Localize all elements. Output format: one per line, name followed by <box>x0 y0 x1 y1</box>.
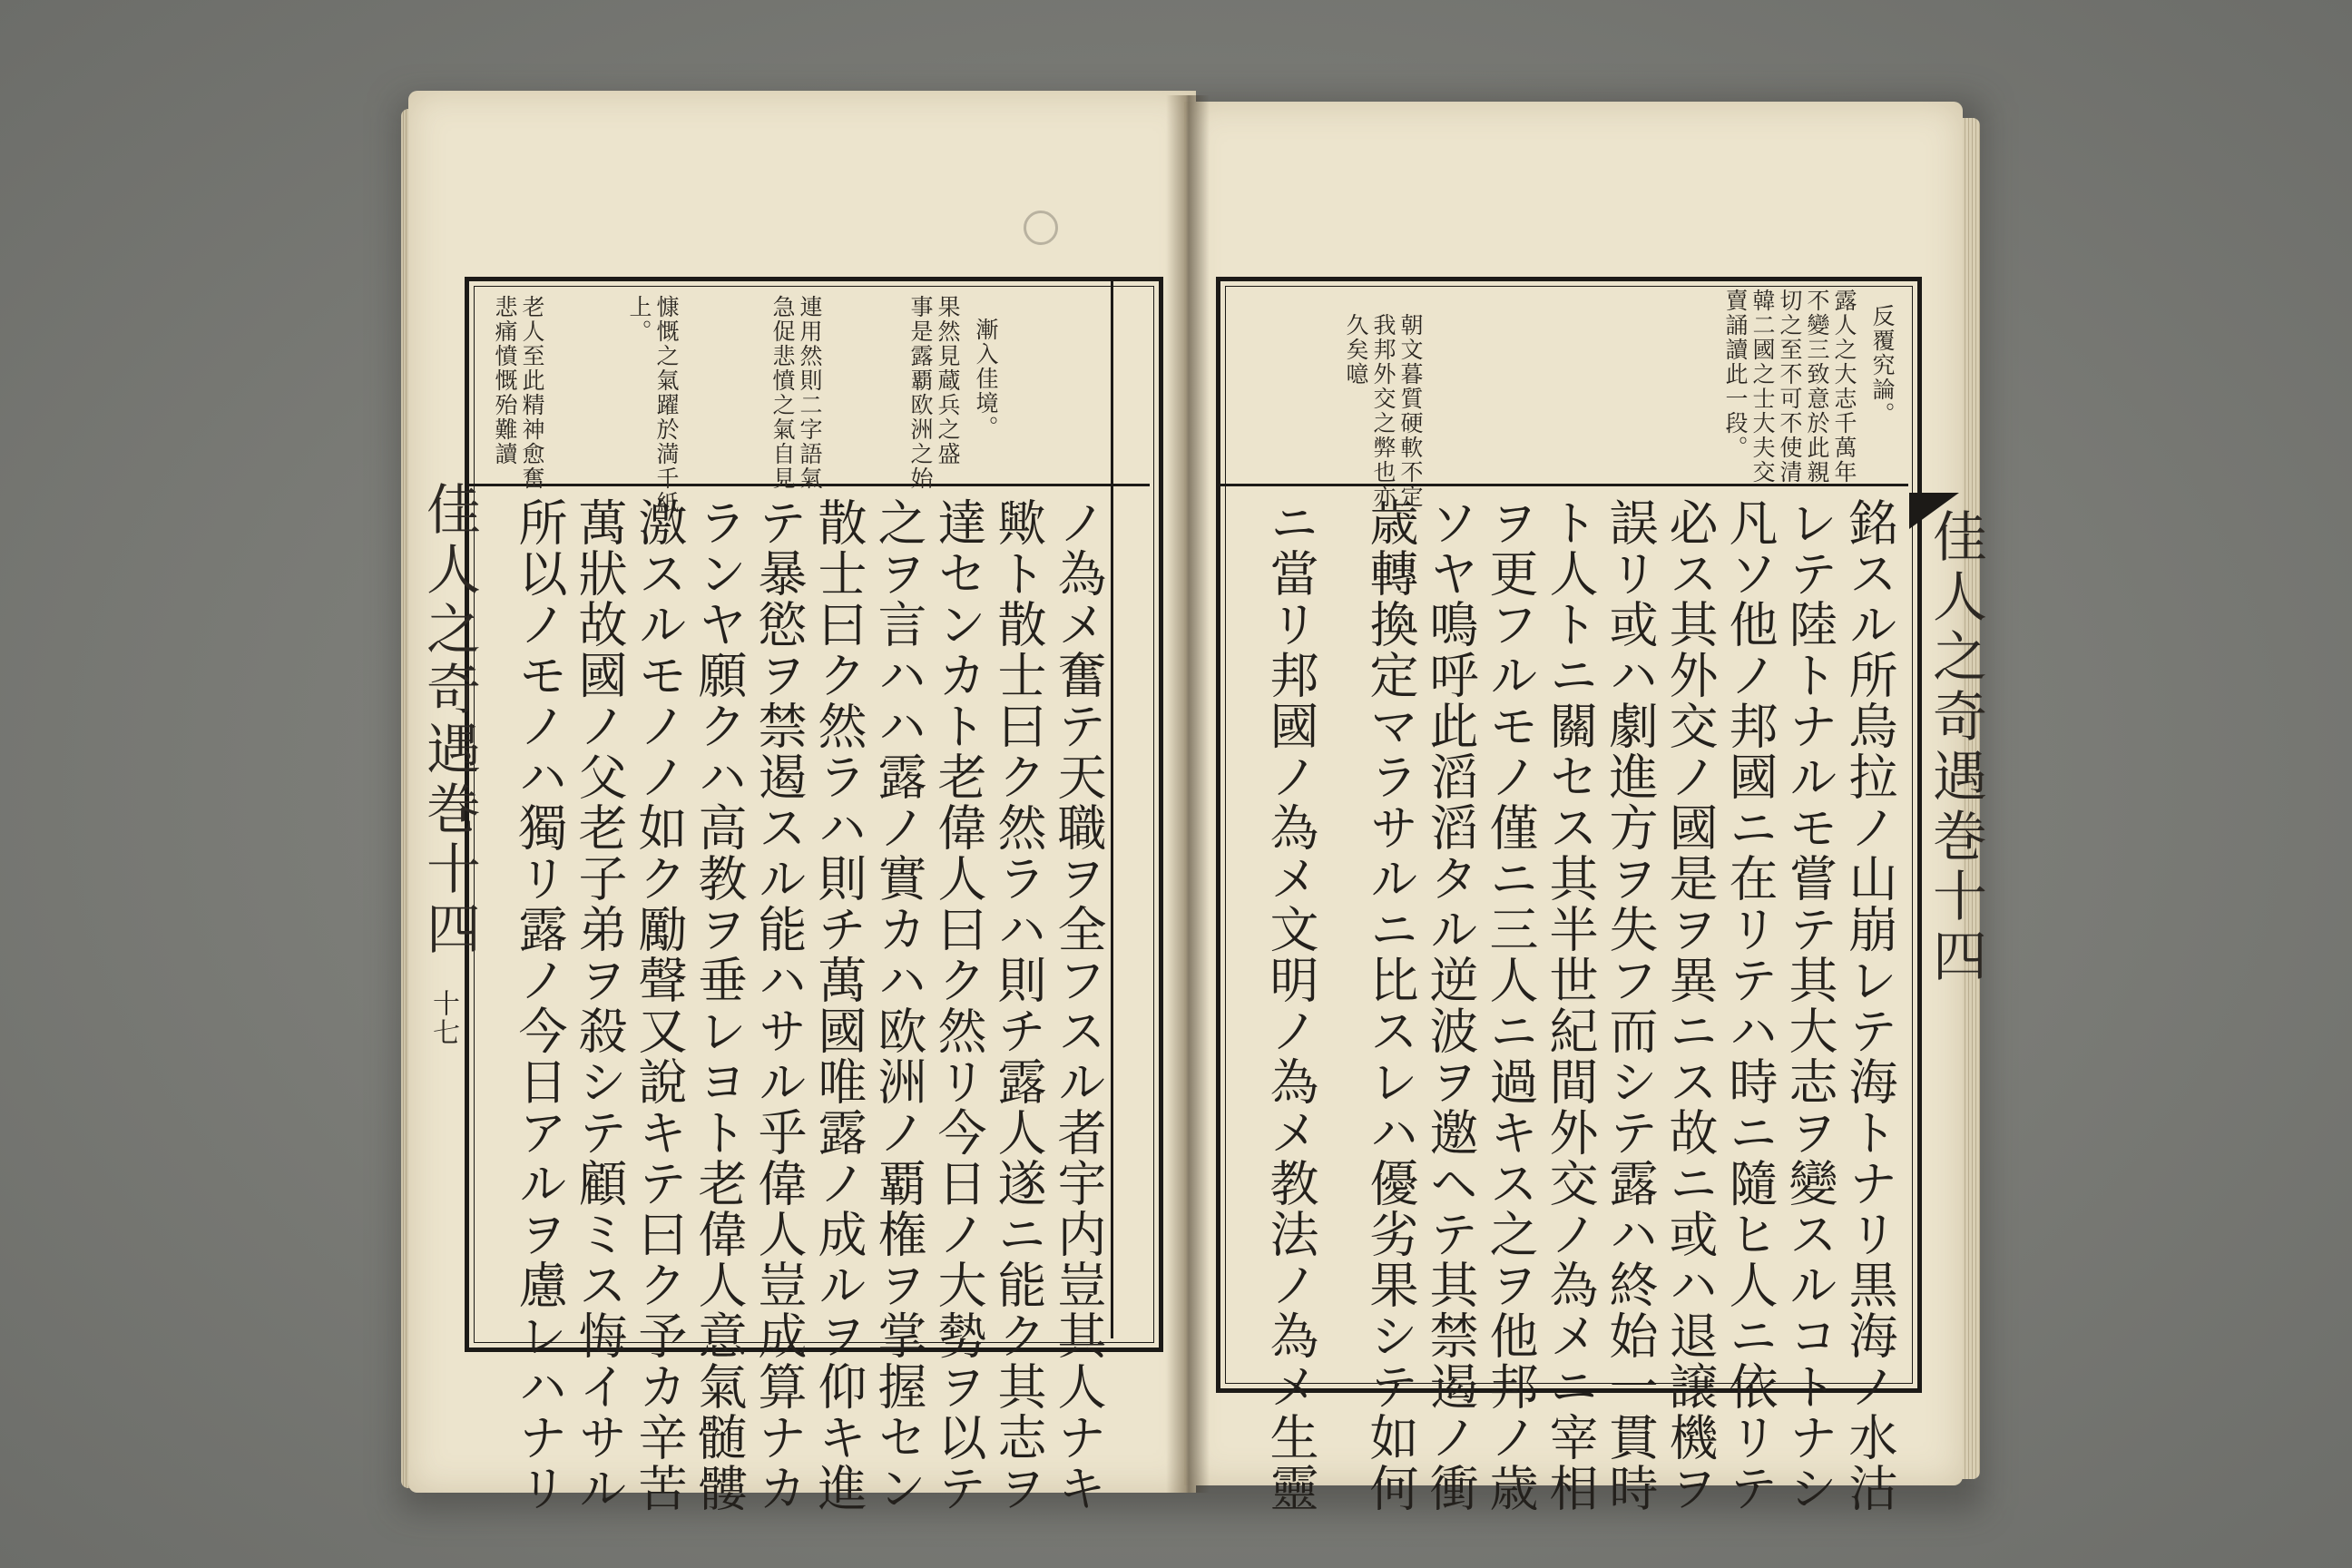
left-note: 上。 <box>626 295 652 344</box>
text-column: 必ス其外交ノ國是ヲ異ニス故ニ或ハ退譲機ヲ <box>1661 497 1719 1514</box>
right-note: 切之至不可不使清 <box>1777 289 1803 485</box>
stain-mark <box>1024 211 1058 245</box>
text-column: 激スルモノノ如ク勵聲又說キテ曰ク予カ辛苦 <box>631 497 688 1514</box>
right-note: 露人之大志千萬年 <box>1831 289 1857 485</box>
text-column: 凡ソ他ノ邦國ニ在リテハ時ニ隨ヒ人ニ依リテ <box>1721 497 1779 1514</box>
left-note: 事是露覇欧洲之始 <box>907 295 934 491</box>
text-column: 達センカト老偉人曰ク然リ今日ノ大勢ヲ以テ <box>930 497 987 1514</box>
right-spine-title: 佳人之奇遇巻十四 <box>1924 508 1987 987</box>
left-note: 果然見蔵兵之盛 <box>935 295 961 466</box>
right-note: 韓二國之士大夫交 <box>1749 289 1776 485</box>
text-column: ノ為メ奮テ天職ヲ全フスル者宇内豈其人ナキ <box>1050 497 1107 1514</box>
text-column: ニ當リ邦國ノ為メ文明ノ為メ教法ノ為メ生靈 <box>1262 497 1319 1514</box>
right-note: 不變三致意於此親 <box>1804 289 1830 485</box>
text-column: 歟ト散士曰ク然ラハ則チ露人遂ニ能ク其志ヲ <box>990 497 1047 1514</box>
left-note: 急促悲憤之氣自見 <box>769 295 796 491</box>
left-spine-title: 佳人之奇遇巻十四 <box>417 481 481 960</box>
text-column: ソヤ鳴呼此滔滔タル逆波ヲ邀ヘテ其禁遏ノ衝 <box>1422 497 1479 1514</box>
right-note: 賣誦讀此一段。 <box>1722 289 1749 460</box>
book-gutter <box>1166 95 1210 1493</box>
text-column: 歳轉換定マラサルニ比スレハ優劣果シテ如何 <box>1362 497 1419 1514</box>
text-column: 萬狀故國ノ父老子弟ヲ殺シテ顧ミス悔イサル <box>571 497 628 1514</box>
text-column: 銘スル所烏拉ノ山崩レテ海トナリ黒海ノ水沽 <box>1841 497 1898 1514</box>
left-note: 連用然則二字語氣 <box>797 295 823 491</box>
text-column: レテ陸トナルモ嘗テ其大志ヲ變スルコトナシ <box>1781 497 1838 1514</box>
right-note: 我邦外交之弊也亦 <box>1370 313 1396 509</box>
text-column: 散士曰ク然ラハ則チ萬國唯露ノ成ルヲ仰キ進 <box>810 497 867 1514</box>
text-column: ヲ更フルモノ僅ニ三人ニ過キス之ヲ他邦ノ歳 <box>1482 497 1539 1514</box>
right-note: 久矣噫 <box>1343 313 1369 387</box>
text-column: ト人トニ關セス其半世紀間外交ノ為メニ宰相 <box>1542 497 1599 1514</box>
left-spine-rule <box>1111 281 1113 1338</box>
left-note: 老人至此精神愈奮 <box>519 295 545 491</box>
right-note: 朝文暮質硬軟不定 <box>1397 313 1424 509</box>
right-note: 反覆究論。 <box>1869 304 1896 426</box>
text-column: 誤リ或ハ劇進方ヲ失フ而シテ露ハ終始一貫時 <box>1602 497 1659 1514</box>
text-column: テ暴慾ヲ禁遏スル能ハサル乎偉人豈成算ナカ <box>750 497 808 1514</box>
left-note: 慷慨之氣躍於満千紙 <box>653 295 680 515</box>
left-note: 漸入佳境。 <box>973 318 999 440</box>
text-column: ランヤ願クハ高教ヲ垂レヨト老偉人意氣髄髏 <box>691 497 748 1514</box>
page-number: 十七 <box>427 989 459 1047</box>
text-column: 所以ノモノハ獨リ露ノ今日アルヲ慮レハナリ <box>511 497 568 1514</box>
text-column: 之ヲ言ハハ露ノ實カハ欧洲ノ覇権ヲ掌握セン <box>870 497 927 1514</box>
left-note: 悲痛憤慨殆難讀 <box>492 295 518 466</box>
